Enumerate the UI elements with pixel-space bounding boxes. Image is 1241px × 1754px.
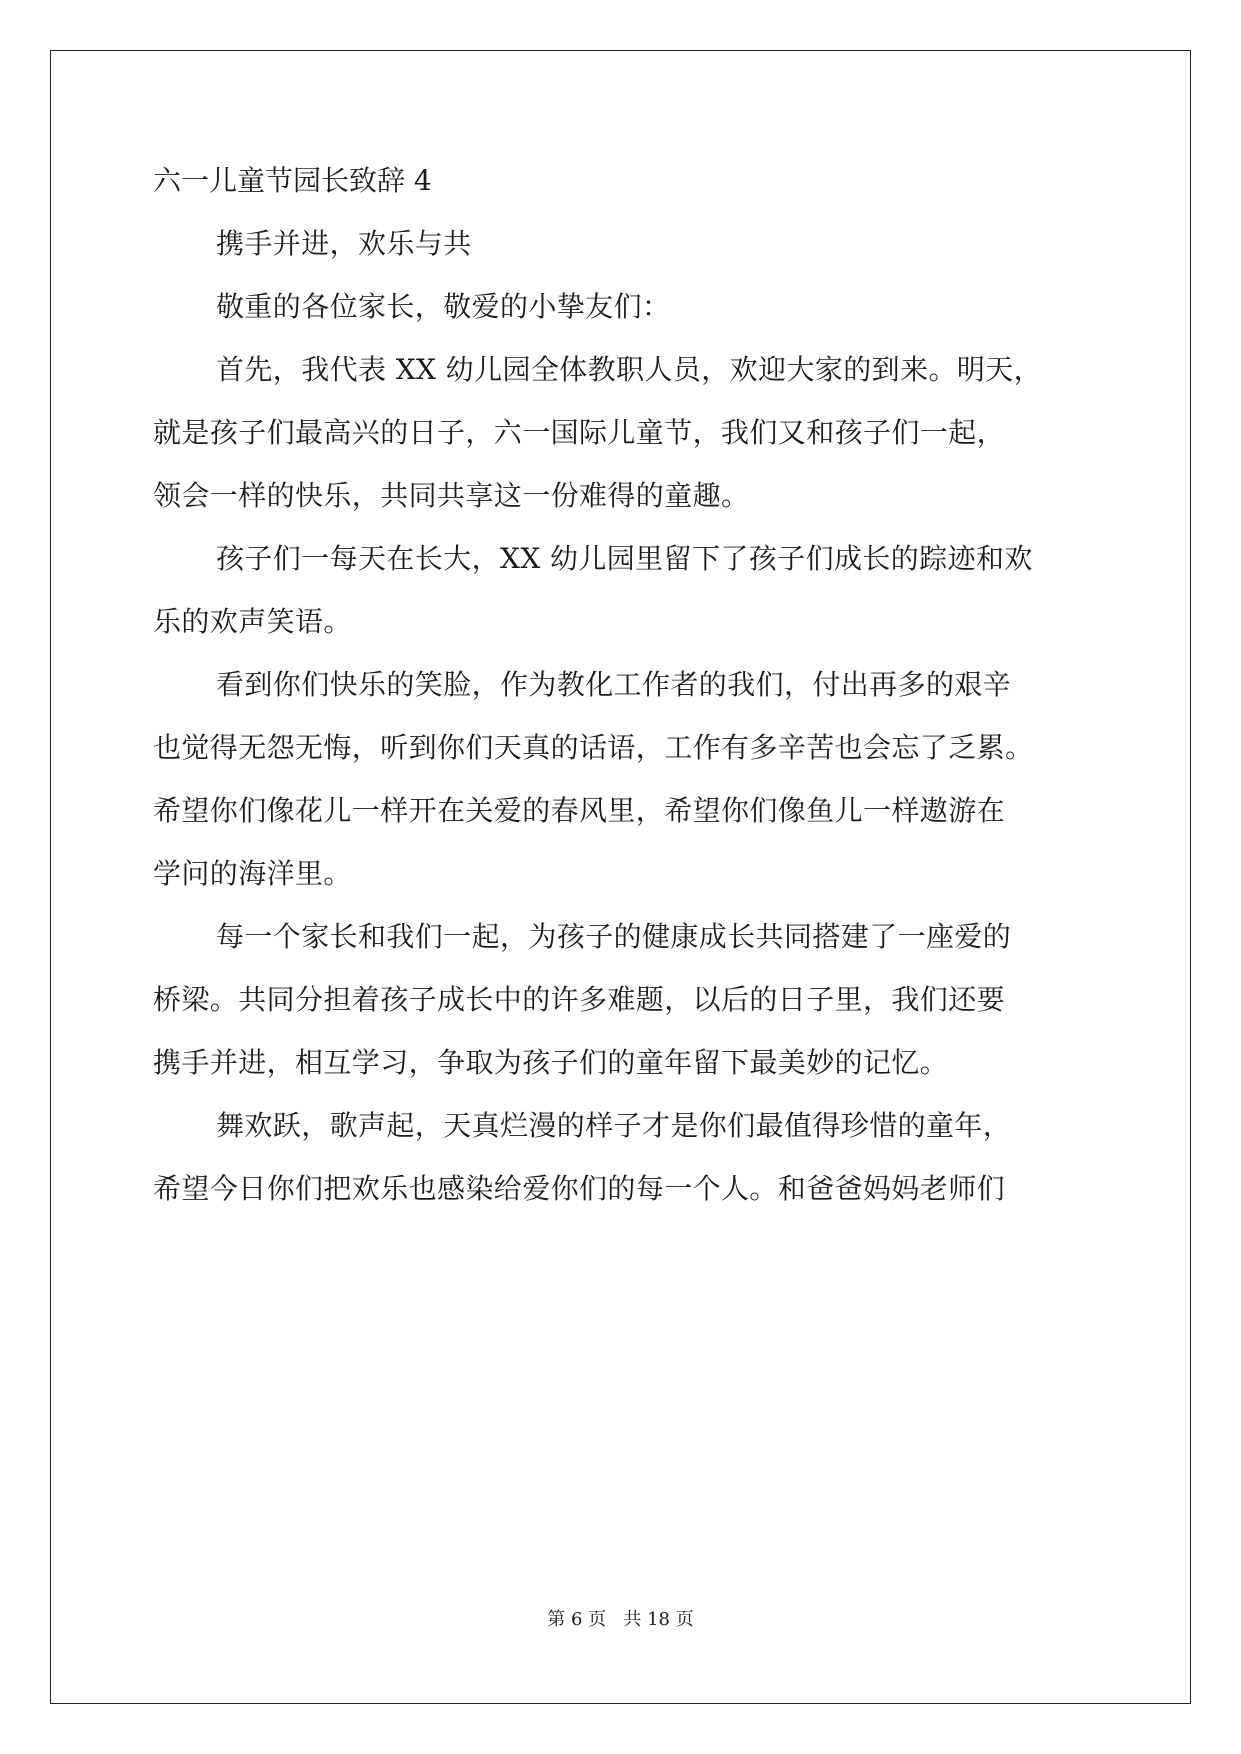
text-line: 舞欢跃，歌声起，天真烂漫的样子才是你们最值得珍惜的童年， xyxy=(216,1109,1012,1142)
page-number-footer: 第 6 页 共 18 页 xyxy=(547,1609,694,1630)
text-line: 桥梁。共同分担着孩子成长中的许多难题，以后的日子里，我们还要 xyxy=(153,983,1006,1016)
text-line: 携手并进，相互学习，争取为孩子们的童年留下最美妙的记忆。 xyxy=(153,1046,949,1079)
text-line: 携手并进，欢乐与共 xyxy=(216,227,472,260)
text-line: 希望今日你们把欢乐也感染给爱你们的每一个人。和爸爸妈妈老师们 xyxy=(153,1172,1006,1205)
text-line: 敬重的各位家长，敬爱的小挚友们： xyxy=(216,290,671,323)
text-line: 看到你们快乐的笑脸，作为教化工作者的我们，付出再多的艰辛 xyxy=(216,668,1012,701)
text-line: 领会一样的快乐，共同共享这一份难得的童趣。 xyxy=(153,479,750,512)
text-line: 每一个家长和我们一起，为孩子的健康成长共同搭建了一座爱的 xyxy=(216,920,1012,953)
text-line: 孩子们一每天在长大，XX 幼儿园里留下了孩子们成长的踪迹和欢 xyxy=(216,542,1033,575)
text-line: 就是孩子们最高兴的日子，六一国际儿童节，我们又和孩子们一起， xyxy=(153,416,1006,449)
text-line: 乐的欢声笑语。 xyxy=(153,605,352,638)
document-title: 六一儿童节园长致辞 4 xyxy=(153,164,432,197)
text-line: 希望你们像花儿一样开在关爱的春风里，希望你们像鱼儿一样遨游在 xyxy=(153,794,1006,827)
text-line: 首先，我代表 XX 幼儿园全体教职人员，欢迎大家的到来。明天， xyxy=(216,353,1043,386)
document-body xyxy=(153,161,1093,1232)
text-line: 学问的海洋里。 xyxy=(153,857,352,890)
text-line: 也觉得无怨无悔，听到你们天真的话语，工作有多辛苦也会忘了乏累。 xyxy=(153,731,1034,764)
